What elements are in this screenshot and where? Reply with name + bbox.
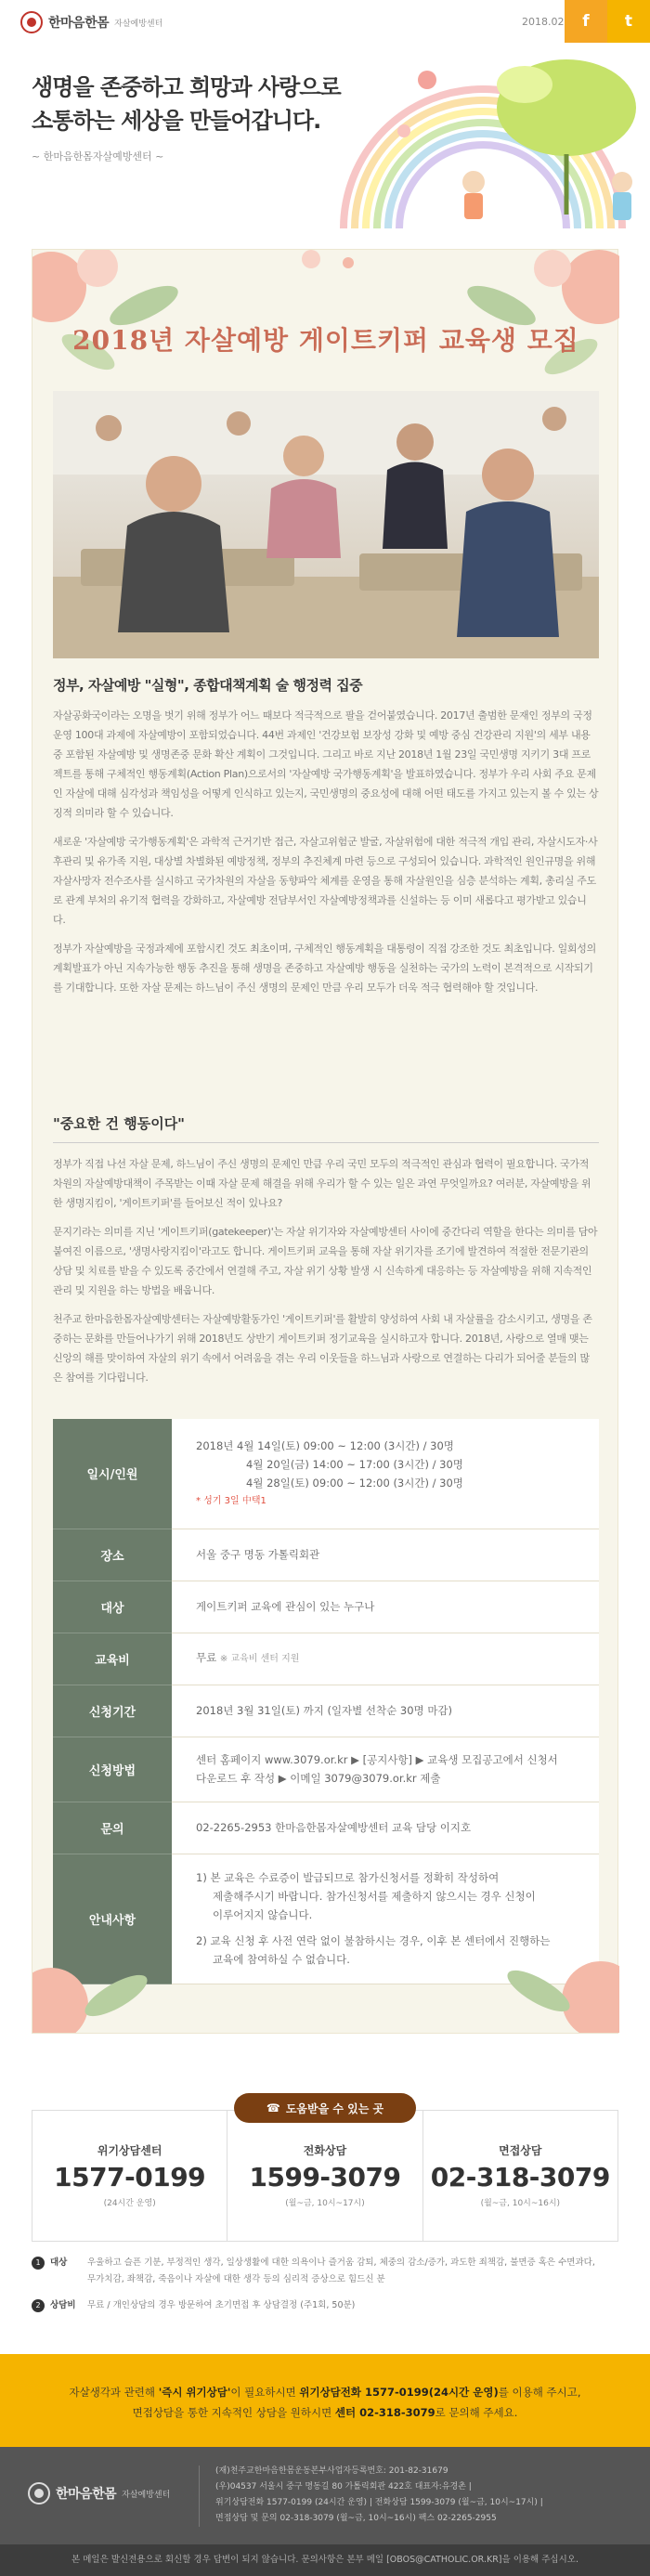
table-row [53,1802,599,1854]
notice-label: 안내사항 [53,1854,172,1984]
footnote-number: 2 [32,2299,45,2312]
section-action-para3: 천주교 한마음한몸자살예방센터는 자살예방활동가인 '게이트키퍼'를 활발히 양성하여 사회 내 자살률을 감소시키고, 생명을 존중하는 문화를 만들어나가기 위해 2018년도 상반기 게이트키퍼 정기교육을 실시하고자 합니다. 2018년, 사랑으로 열매 맺는 신앙의 해를 맞이하여 자살의 위기 속에서 어려움을 겪는 우리 이웃들을 하느님과 사랑으로 연결하는 다리가 되어줄 분들의 많은 참여를 기다립니다. [53,1313,592,1384]
help-item-name: 면접상담 [499,2144,542,2157]
facebook-icon[interactable]: f [565,0,607,43]
help-centers [32,2110,618,2242]
table-row [53,1633,599,1685]
help-item-number[interactable]: 02-318-3079 [430,2162,610,2192]
footnote-line: 우울하고 슬픈 기분, 부정적인 생각, 일상생활에 대한 의욕이나 즐거움 감퇴, 체중의 감소/증가, 과도한 죄책감, 불면증 혹은 수면과다, [87,2257,595,2268]
schedule-note: * 성기 3일 中택1 [196,1495,266,1506]
callout-text: 면접상담을 통한 지속적인 상담을 원하시면 [132,2406,335,2419]
callout-text: 자살생각과 관련해 [69,2386,159,2399]
issue-date: 2018.02 [522,16,565,28]
footer-address-line: 면접상담 및 문의 02-318-3079 (월~금, 10시~16시) 팩스 02-2265-2955 [215,2514,497,2523]
notice-line: 교육에 참여하실 수 없습니다. [213,1953,350,1966]
method-label: 신청방법 [53,1737,172,1802]
footer [0,2447,650,2544]
recruit-banner [32,250,619,658]
help-item-name: 위기상담센터 [97,2144,162,2157]
place-label: 장소 [53,1529,172,1581]
section-government-title: 정부, 자살예방 "실형", 종합대책계획 술 행정력 집중 [53,677,363,694]
method-value [172,1737,599,1802]
callout-text: 로 문의해 주세요. [435,2406,518,2419]
footnote-target [32,2255,607,2288]
callout-emphasis: '즉시 위기상담' [158,2386,231,2399]
logo-subtext: 자살예방센터 [114,19,163,29]
logo-mark-icon [28,2482,50,2504]
callout-text: 이 필요하시면 [230,2386,300,2399]
hero-title-line2: 소통하는 세상을 만들어갑니다. [32,108,321,134]
footer-address-line: 위기상담전화 1577-0199 (24시간 운영) | 전화상담 1599-3079 (월~금, 10시~17시) | [215,2498,543,2507]
crisis-hotline-link[interactable]: 위기상담전화 1577-0199(24시간 운영) [299,2386,499,2399]
section-government-para1: 자살공화국이라는 오명을 벗기 위해 정부가 어느 때보다 적극적으로 팔을 걷어붙였습니다. 2017년 출범한 문재인 정부의 국정운영 100대 과제에 자살예방이 포함되었습니다. 44번 과제인 '건강보험 보장성 강화 및 예방 중심 건강관리 지원'의 세부 내용 중 포함된 자살예방 및 생명존중 문화 확산 계획이 그것입니다. 그리고 바로 지난 2018년 1월 23일 국민생명 지키기 3대 프로젝트를 통해 구체적인 행동계획(Action Plan)으로서의 '자살예방 국가행동계획'을 발표하였습니다. 정부가 우리 사회 주요 문제인 자살에 대해 심각성과 책임성을 어떻게 인식하고 있는지, 국민생명의 중요성에 대해 어떤 태도를 가지고 있는지 볼 수 있는 상징적 의미라 할 수 있습니다. [53,709,599,819]
footer-logo-text: 한마음한몸 [56,2487,117,2502]
section-action-para1: 정부가 직접 나선 자살 문제, 하느님이 주신 생명의 문제인 만큼 우리 국민 모두의 적극적인 관심과 협력이 필요합니다. 국가적 차원의 자살예방대책이 주목받는 이때 자살 문제 해결을 위해 우리가 할 수 있는 일은 과연 무엇일까요? 여러분, 자살예방을 위한 생명지킴이, '게이트키퍼'를 들어보신 적이 있나요? [53,1158,592,1209]
notice-line: 이루어지지 않습니다. [213,1908,313,1921]
twitter-icon[interactable]: t [607,0,650,43]
footnote-text: 무료 / 개인상담의 경우 방문하여 초기면접 후 상담결정 (주1회, 50분) [87,2300,356,2310]
contact-label: 문의 [53,1802,172,1854]
target-label: 대상 [53,1581,172,1633]
phone-icon: ☎ [266,2101,280,2114]
schedule-line: 4월 28일(토) 09:00 ~ 12:00 (3시간) / 30명 [246,1476,463,1490]
method-line[interactable]: 센터 홈페이지 www.3079.or.kr ▶ [공지사항] ▶ 교육생 모집공고에서 신청서 [196,1753,558,1766]
footer-disclaimer: 본 메일은 발신전용으로 회신할 경우 답변이 되지 않습니다. 문의사항은 본부 메일 [OBOS@CATHOLIC.OR.KR]을 이용해 주십시오. [0,2544,650,2576]
footnote-label: 대상 [50,2257,68,2268]
footnote-text [87,2255,607,2288]
section-action [53,1113,599,1387]
help-item-number[interactable]: 1599-3079 [249,2162,401,2192]
footer-address-line: (재)천주교한마음한몸운동본부사업자등록번호: 201-82-31679 [215,2466,448,2476]
table-row [53,1529,599,1581]
crisis-callout [0,2354,650,2447]
notice-line: 1) 본 교육은 수료증이 발급되므로 참가신청서를 정확히 작성하여 [196,1871,500,1884]
section-government [53,675,599,997]
place-value: 서울 중구 명동 가톨릭회관 [172,1529,599,1581]
divider [53,1142,599,1143]
crisis-callout-line2 [0,2402,650,2423]
footer-divider [199,2465,200,2527]
table-row [53,1685,599,1737]
section-government-para2: 새로운 '자살예방 국가행동계획'은 과학적 근거기반 접근, 자살고위험군 발굴, 자살위험에 대한 적극적 개입 관리, 자살시도자·사후관리 및 유가족 지원, 대상별 차별화된 예방정책, 정부의 추진체계 마련 등으로 구성되어 있습니다. 과학적인 원인규명을 위해 자살사망자 전수조사를 실시하고 국가차원의 자살을 동향파악 체계를 운영을 통해 자살원인을 심층 분석하는 계획, 총리실 주도로 관계 부처의 유기적 협력을 강화하고, 자살예방 전담부서인 자살예방정책과를 신설하는 등 이미 새롭다고 평가받고 있습니다. [53,836,598,926]
help-pill [234,2093,416,2123]
table-row [53,1581,599,1633]
method-line[interactable]: 다운로드 후 작성 ▶ 이메일 3079@3079.or.kr 제출 [196,1772,441,1785]
contact-value: 02-2265-2953 한마음한몸자살예방센터 교육 담당 이지호 [172,1802,599,1854]
footer-address-line: (우)04537 서울시 중구 명동길 80 가톨릭회관 422호 대표자:유경촌 | [215,2482,472,2491]
target-value: 게이트키퍼 교육에 관심이 있는 누구나 [172,1581,599,1633]
footnote-line: 무가치감, 좌책감, 죽음이나 자살에 대한 생각 등의 심리적 증상으로 힘드신 분 [87,2274,385,2284]
logo-text: 한마음한몸 [48,16,110,31]
notice-line: 2) 교육 신청 후 사전 연락 없이 불참하시는 경우, 이후 본 센터에서 진행하는 [196,1934,551,1947]
crisis-callout-line1 [0,2382,650,2402]
fee-label: 교육비 [53,1633,172,1685]
footnote-number: 1 [32,2257,45,2270]
course-info-table [53,1419,599,1984]
help-item-name: 전화상담 [303,2144,347,2157]
help-item-hours: (월~금, 10시~16시) [480,2199,561,2208]
help-item-hours: (24시간 운영) [103,2199,156,2208]
help-item-crisis [32,2111,228,2241]
notice-line: 제출해주시기 바랍니다. 참가신청서를 제출하지 않으시는 경우 신청이 [213,1890,536,1903]
center-phone-link[interactable]: 센터 02-318-3079 [334,2406,436,2419]
schedule-label: 일시/인원 [53,1419,172,1529]
hero-subtitle: ~ 한마음한몸자살예방센터 ~ [32,150,164,163]
table-row [53,1737,599,1802]
callout-text: 를 이용해 주시고, [498,2386,581,2399]
footnote-fee [32,2297,355,2314]
recruit-card [32,249,618,2034]
help-item-phone [228,2111,422,2241]
hero [0,43,650,228]
rainbow-illustration-icon [334,43,650,228]
help-item-hours: (월~금, 10시~17시) [285,2199,365,2208]
section-action-para2: 문지기라는 의미를 지닌 '게이트키퍼(gatekeeper)'는 자살 위기자와 자살예방센터 사이에 중간다리 역할을 한다는 의미를 담아 붙여진 이름으로, '생명사랑지킴이'라고도 합니다. 게이트키퍼 교육을 통해 자살 위기자를 조기에 발견하여 적절한 전문기관의 상담 및 치료를 받을 수 있도록 중간에서 연결해 주고, 자살 위기 상황 발생 시 신속하게 대응하는 등 자살예방을 위해 지속적인 관리 및 지원을 하는 방법을 배웁니다. [53,1226,598,1296]
floral-footer-decoration-icon [32,1949,619,2033]
schedule-line: 2018년 4월 14일(토) 09:00 ~ 12:00 (3시간) / 30명 [196,1438,454,1452]
footnote-label: 상담비 [50,2300,76,2310]
period-label: 신청기간 [53,1685,172,1737]
fee-note: ※ 교육비 센터 지원 [219,1654,300,1664]
schedule-line: 4월 20일(금) 14:00 ~ 17:00 (3시간) / 30명 [246,1457,463,1471]
help-item-number[interactable]: 1577-0199 [54,2162,206,2192]
section-action-title: "중요한 건 행동이다" [53,1115,185,1132]
classroom-photo-icon [53,391,599,658]
help-pill-label: 도움받을 수 있는 곳 [285,2101,384,2115]
fee-value [172,1633,599,1685]
hero-title [32,71,341,137]
fee-text: 무료 [196,1651,217,1664]
period-value: 2018년 3월 31일(토) 까지 (일자별 선착순 30명 마감) [172,1685,599,1737]
logo[interactable] [20,11,162,33]
top-bar [0,0,650,43]
help-item-interview [423,2111,618,2241]
banner-title: 2018년 자살예방 게이트키퍼 교육생 모집 [72,325,579,356]
table-row [53,1419,599,1529]
footer-logo[interactable] [28,2482,170,2504]
footer-logo-subtext: 자살예방센터 [122,2490,171,2500]
schedule-value [172,1419,599,1529]
class-photo [53,391,599,658]
footer-address [215,2464,543,2527]
section-government-para3: 정부가 자살예방을 국정과제에 포함시킨 것도 최초이며, 구체적인 행동계획을 대통령이 직접 강조한 것도 최초입니다. 일회성의 계획발표가 아닌 지속가능한 행동 추진을 통해 생명을 존중하고 자살예방 행동을 실천하는 국가의 노력이 본격적으로 시작되기를 기대합니다. 또한 자살 문제는 하느님이 주신 생명의 문제인 만큼 우리 모두가 더욱 적극 협력해야 할 것입니다. [53,943,596,994]
logo-mark-icon [20,11,43,33]
hero-title-line1: 생명을 존중하고 희망과 사랑으로 [32,74,341,100]
